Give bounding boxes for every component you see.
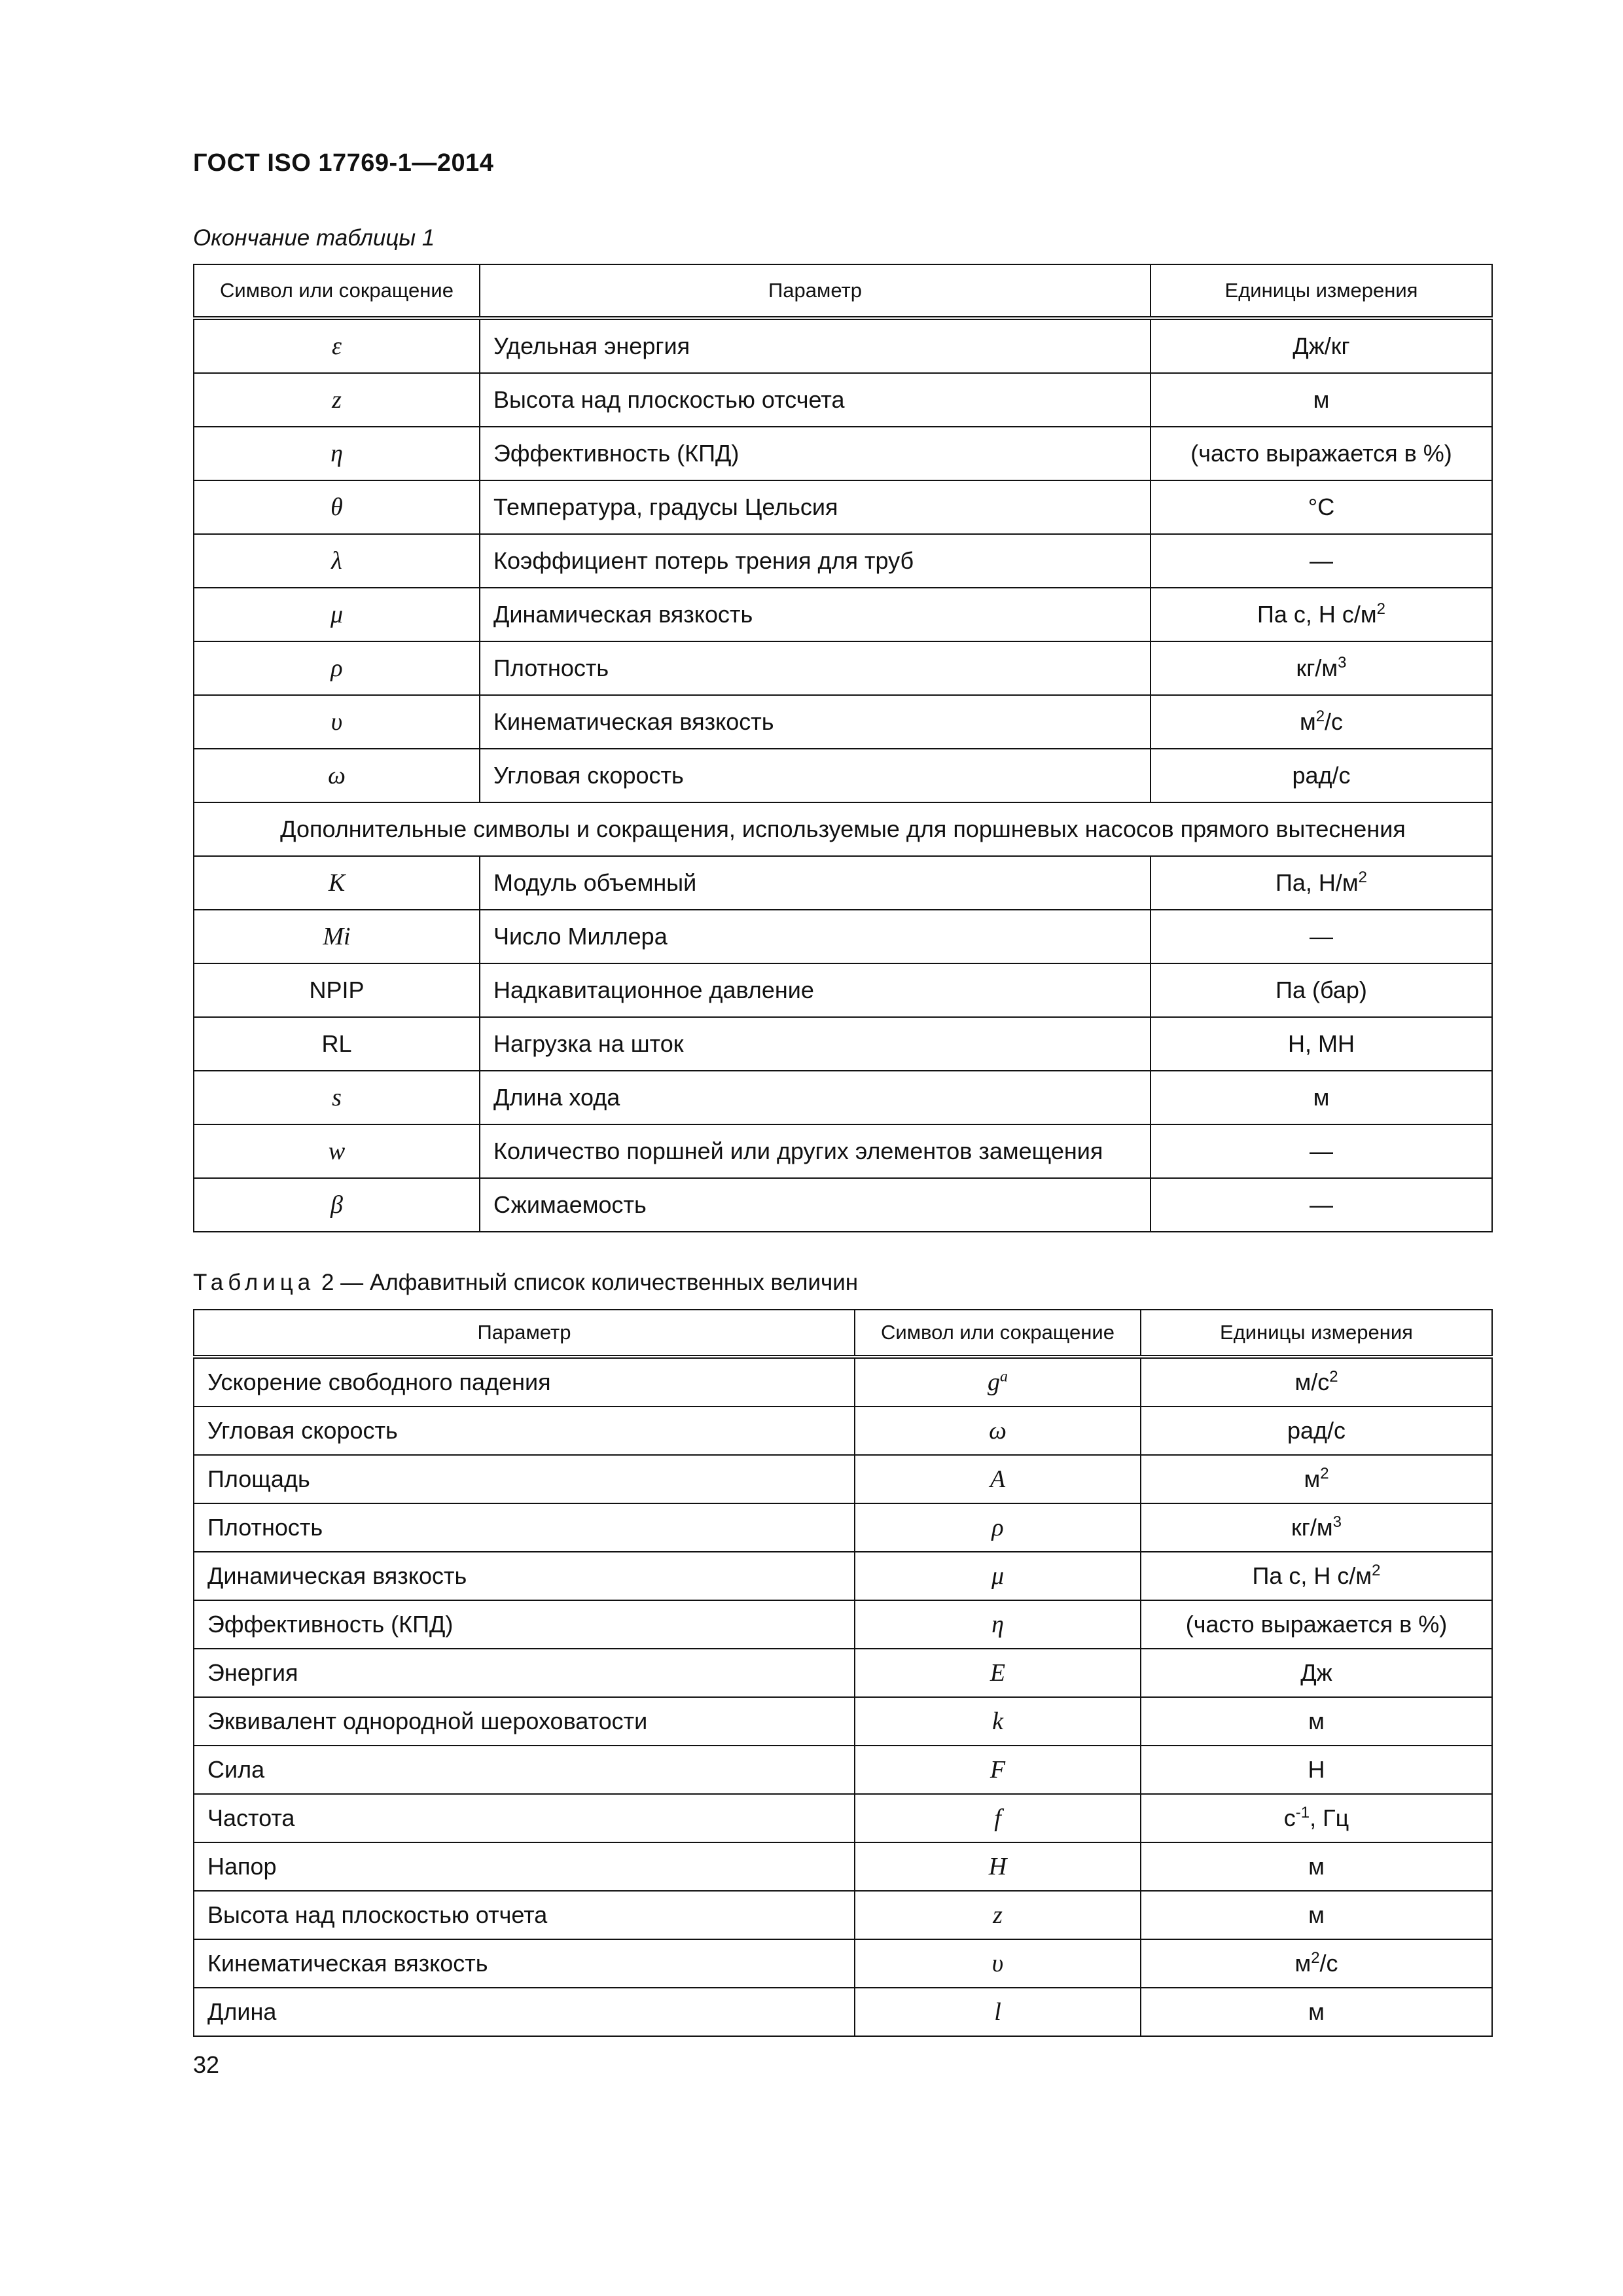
unit-cell bbox=[1150, 749, 1492, 802]
symbol-text: η bbox=[991, 1611, 1004, 1638]
document-header: ГОСТ ISO 17769-1—2014 bbox=[193, 149, 494, 177]
table-row bbox=[194, 695, 1492, 749]
symbol-cell bbox=[855, 1746, 1141, 1794]
symbol-cell bbox=[855, 1842, 1141, 1891]
symbol-text: μ bbox=[991, 1562, 1005, 1590]
table-row bbox=[194, 1842, 1492, 1891]
symbol-cell: ε bbox=[194, 318, 480, 373]
parameter-cell: Напор bbox=[194, 1842, 855, 1891]
symbol-cell: w bbox=[194, 1124, 480, 1178]
table2-caption-prefix: Таблица bbox=[193, 1270, 315, 1295]
symbol-cell: RL bbox=[194, 1017, 480, 1071]
symbol-cell bbox=[855, 1891, 1141, 1939]
parameter-cell: Динамическая вязкость bbox=[194, 1552, 855, 1600]
symbol-cell: υ bbox=[194, 695, 480, 749]
parameter-cell: Нагрузка на шток bbox=[480, 1017, 1150, 1071]
unit-cell bbox=[1150, 1178, 1492, 1232]
symbol-text: g bbox=[988, 1369, 1000, 1396]
unit-cell bbox=[1150, 963, 1492, 1017]
unit-cell bbox=[1141, 1649, 1492, 1697]
unit-text: — bbox=[1310, 1191, 1333, 1218]
unit-text: — bbox=[1310, 547, 1333, 574]
unit-cell bbox=[1141, 1357, 1492, 1407]
symbol-cell bbox=[855, 1600, 1141, 1649]
unit-cell bbox=[1141, 1891, 1492, 1939]
symbol-text: E bbox=[990, 1659, 1006, 1687]
table-row bbox=[194, 1357, 1492, 1407]
parameter-cell: Удельная энергия bbox=[480, 318, 1150, 373]
symbol-cell: s bbox=[194, 1071, 480, 1124]
symbol-cell: η bbox=[194, 427, 480, 480]
unit-text: Па (бар) bbox=[1275, 977, 1367, 1003]
unit-text: Па с, Н с/м bbox=[1252, 1562, 1372, 1589]
table-row bbox=[194, 1746, 1492, 1794]
col-header-symbol: Символ или сокращение bbox=[194, 264, 480, 318]
symbol-cell bbox=[855, 1357, 1141, 1407]
unit-text: Н, МН bbox=[1288, 1030, 1355, 1057]
unit-text: м bbox=[1308, 1853, 1325, 1880]
symbol-cell bbox=[855, 1455, 1141, 1503]
table-row bbox=[194, 910, 1492, 963]
unit-text: °C bbox=[1308, 493, 1335, 520]
unit-cell bbox=[1150, 480, 1492, 534]
col-header-unit: Единицы измерения bbox=[1150, 264, 1492, 318]
symbol-cell bbox=[855, 1697, 1141, 1746]
unit-cell bbox=[1141, 1600, 1492, 1649]
table-row bbox=[194, 1649, 1492, 1697]
unit-text: Дж bbox=[1300, 1659, 1332, 1686]
symbol-text: H bbox=[988, 1853, 1007, 1880]
unit-text: м bbox=[1308, 1708, 1325, 1734]
unit-cell bbox=[1150, 534, 1492, 588]
table-row bbox=[194, 1407, 1492, 1455]
unit-cell bbox=[1150, 1071, 1492, 1124]
unit-text: м bbox=[1308, 1901, 1325, 1928]
unit-exponent: 3 bbox=[1338, 654, 1347, 672]
table-row bbox=[194, 641, 1492, 695]
unit-exponent: 3 bbox=[1332, 1513, 1342, 1531]
unit-text: с bbox=[1283, 1804, 1296, 1831]
parameter-cell: Плотность bbox=[480, 641, 1150, 695]
parameter-cell: Длина bbox=[194, 1988, 855, 2036]
parameter-cell: Эффективность (КПД) bbox=[480, 427, 1150, 480]
symbols-table bbox=[193, 264, 1493, 1232]
symbol-cell: θ bbox=[194, 480, 480, 534]
unit-text: — bbox=[1310, 1138, 1333, 1164]
parameter-cell: Кинематическая вязкость bbox=[480, 695, 1150, 749]
unit-cell bbox=[1150, 373, 1492, 427]
symbol-text: ω bbox=[989, 1417, 1007, 1444]
unit-text: м bbox=[1313, 386, 1330, 413]
parameter-cell: Количество поршней или других элементов замещения bbox=[480, 1124, 1150, 1178]
unit-cell bbox=[1150, 1017, 1492, 1071]
unit-suffix: /с bbox=[1319, 1950, 1338, 1977]
table1-caption: Окончание таблицы 1 bbox=[193, 225, 435, 251]
unit-exponent: -1 bbox=[1295, 1804, 1310, 1821]
unit-exponent: 2 bbox=[1320, 1465, 1329, 1482]
section-title: Дополнительные символы и сокращения, используемые для поршневых насосов прямого вытеснения bbox=[194, 802, 1492, 856]
parameter-cell: Эквивалент однородной шероховатости bbox=[194, 1697, 855, 1746]
footnote-marker: a bbox=[1000, 1368, 1008, 1386]
parameter-cell: Число Миллера bbox=[480, 910, 1150, 963]
unit-text: м/с bbox=[1294, 1369, 1330, 1395]
table-row bbox=[194, 480, 1492, 534]
unit-text: Па с, Н с/м bbox=[1257, 601, 1377, 628]
unit-cell bbox=[1141, 1552, 1492, 1600]
table-row bbox=[194, 373, 1492, 427]
parameter-cell: Надкавитационное давление bbox=[480, 963, 1150, 1017]
symbol-cell: ρ bbox=[194, 641, 480, 695]
table-row bbox=[194, 963, 1492, 1017]
symbol-cell: ω bbox=[194, 749, 480, 802]
unit-text: Дж/кг bbox=[1293, 332, 1350, 359]
unit-cell bbox=[1141, 1455, 1492, 1503]
col-header-parameter: Параметр bbox=[480, 264, 1150, 318]
unit-cell bbox=[1150, 427, 1492, 480]
unit-text: м bbox=[1299, 708, 1316, 735]
unit-suffix: /с bbox=[1325, 708, 1344, 735]
parameter-cell: Площадь bbox=[194, 1455, 855, 1503]
col-header-symbol: Символ или сокращение bbox=[855, 1310, 1141, 1357]
table-row bbox=[194, 1939, 1492, 1988]
symbol-cell bbox=[855, 1503, 1141, 1552]
unit-text: Па, Н/м bbox=[1275, 869, 1359, 896]
symbol-text: z bbox=[993, 1901, 1003, 1929]
symbol-cell: Mi bbox=[194, 910, 480, 963]
parameter-cell: Эффективность (КПД) bbox=[194, 1600, 855, 1649]
parameter-cell: Сжимаемость bbox=[480, 1178, 1150, 1232]
symbol-text: f bbox=[994, 1804, 1001, 1832]
unit-cell bbox=[1150, 641, 1492, 695]
table-row bbox=[194, 318, 1492, 373]
unit-cell bbox=[1150, 318, 1492, 373]
symbol-cell: β bbox=[194, 1178, 480, 1232]
table-row bbox=[194, 1017, 1492, 1071]
unit-cell bbox=[1150, 588, 1492, 641]
parameter-cell: Кинематическая вязкость bbox=[194, 1939, 855, 1988]
symbol-cell: NPIP bbox=[194, 963, 480, 1017]
parameter-cell: Высота над плоскостью отсчета bbox=[480, 373, 1150, 427]
unit-exponent: 2 bbox=[1311, 1949, 1320, 1967]
unit-exponent: 2 bbox=[1329, 1368, 1338, 1386]
unit-text: м bbox=[1294, 1950, 1311, 1977]
unit-exponent: 2 bbox=[1372, 1562, 1381, 1579]
page-number: 32 bbox=[193, 2051, 220, 2078]
symbol-cell: z bbox=[194, 373, 480, 427]
parameter-cell: Коэффициент потерь трения для труб bbox=[480, 534, 1150, 588]
table-row bbox=[194, 1503, 1492, 1552]
table-row bbox=[194, 1891, 1492, 1939]
symbol-cell bbox=[855, 1988, 1141, 2036]
table-row bbox=[194, 1071, 1492, 1124]
unit-exponent: 2 bbox=[1358, 869, 1367, 886]
table-row bbox=[194, 1697, 1492, 1746]
parameter-cell: Динамическая вязкость bbox=[480, 588, 1150, 641]
unit-text: кг/м bbox=[1291, 1514, 1333, 1541]
unit-cell bbox=[1141, 1697, 1492, 1746]
parameter-cell: Угловая скорость bbox=[194, 1407, 855, 1455]
col-header-parameter: Параметр bbox=[194, 1310, 855, 1357]
table-row bbox=[194, 427, 1492, 480]
unit-text: рад/с bbox=[1292, 762, 1351, 789]
unit-text: рад/с bbox=[1287, 1417, 1346, 1444]
symbol-cell bbox=[855, 1794, 1141, 1842]
unit-text: (часто выражается в %) bbox=[1190, 440, 1452, 467]
symbol-cell: λ bbox=[194, 534, 480, 588]
parameter-cell: Температура, градусы Цельсия bbox=[480, 480, 1150, 534]
unit-cell bbox=[1141, 1503, 1492, 1552]
table-row bbox=[194, 1178, 1492, 1232]
unit-cell bbox=[1150, 856, 1492, 910]
parameter-cell: Энергия bbox=[194, 1649, 855, 1697]
unit-cell bbox=[1141, 1988, 1492, 2036]
unit-cell bbox=[1150, 1124, 1492, 1178]
symbol-cell bbox=[855, 1939, 1141, 1988]
unit-cell bbox=[1150, 695, 1492, 749]
unit-text: м bbox=[1304, 1465, 1321, 1492]
symbol-text: F bbox=[990, 1756, 1006, 1784]
unit-cell bbox=[1141, 1794, 1492, 1842]
symbol-cell bbox=[855, 1552, 1141, 1600]
parameter-cell: Длина хода bbox=[480, 1071, 1150, 1124]
unit-text: м bbox=[1313, 1084, 1330, 1111]
parameter-cell: Высота над плоскостью отчета bbox=[194, 1891, 855, 1939]
table2-caption-title: 2 — Алфавитный список количественных величин bbox=[315, 1270, 859, 1295]
table-row bbox=[194, 856, 1492, 910]
unit-text: (часто выражается в %) bbox=[1185, 1611, 1448, 1638]
symbol-text: k bbox=[992, 1708, 1003, 1735]
parameter-cell: Модуль объемный bbox=[480, 856, 1150, 910]
symbol-cell bbox=[855, 1649, 1141, 1697]
col-header-unit: Единицы измерения bbox=[1141, 1310, 1492, 1357]
table-row bbox=[194, 1794, 1492, 1842]
unit-cell bbox=[1141, 1407, 1492, 1455]
table-row bbox=[194, 1552, 1492, 1600]
table-row bbox=[194, 1988, 1492, 2036]
unit-cell bbox=[1150, 910, 1492, 963]
table2-caption bbox=[193, 1270, 858, 1296]
unit-text: — bbox=[1310, 923, 1333, 950]
symbol-cell bbox=[855, 1407, 1141, 1455]
table-row bbox=[194, 749, 1492, 802]
unit-cell bbox=[1141, 1939, 1492, 1988]
unit-exponent: 2 bbox=[1376, 600, 1385, 618]
symbol-text: A bbox=[990, 1465, 1006, 1493]
symbol-cell: K bbox=[194, 856, 480, 910]
symbol-cell: μ bbox=[194, 588, 480, 641]
parameter-cell: Сила bbox=[194, 1746, 855, 1794]
table-row bbox=[194, 1124, 1492, 1178]
unit-exponent: 2 bbox=[1315, 708, 1325, 725]
unit-text: кг/м bbox=[1296, 655, 1338, 681]
symbol-text: ρ bbox=[991, 1514, 1004, 1541]
section-row bbox=[194, 802, 1492, 856]
unit-suffix: , Гц bbox=[1310, 1804, 1349, 1831]
unit-cell bbox=[1141, 1746, 1492, 1794]
parameter-cell: Плотность bbox=[194, 1503, 855, 1552]
table-row bbox=[194, 588, 1492, 641]
table-row bbox=[194, 1455, 1492, 1503]
parameter-cell: Ускорение свободного падения bbox=[194, 1357, 855, 1407]
symbol-text: υ bbox=[991, 1950, 1004, 1977]
unit-text: Н bbox=[1308, 1756, 1325, 1783]
table-row bbox=[194, 534, 1492, 588]
parameter-cell: Частота bbox=[194, 1794, 855, 1842]
parameter-cell: Угловая скорость bbox=[480, 749, 1150, 802]
symbol-text: l bbox=[994, 1998, 1001, 2026]
quantities-table bbox=[193, 1309, 1493, 2037]
unit-cell bbox=[1141, 1842, 1492, 1891]
unit-text: м bbox=[1308, 1998, 1325, 2025]
table-row bbox=[194, 1600, 1492, 1649]
